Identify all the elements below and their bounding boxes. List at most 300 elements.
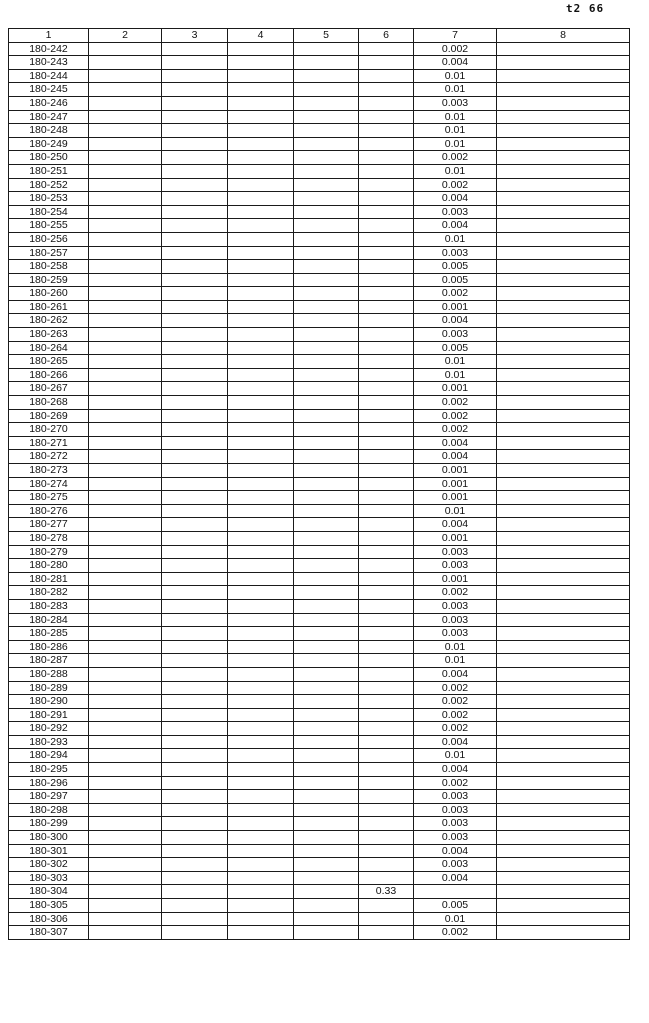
col6-cell <box>359 844 414 858</box>
col6-cell <box>359 382 414 396</box>
empty-cell <box>294 531 359 545</box>
empty-cell <box>162 572 228 586</box>
row-id-cell: 180-257 <box>9 246 89 260</box>
empty-cell <box>294 749 359 763</box>
row-id-cell: 180-301 <box>9 844 89 858</box>
empty-cell <box>228 56 294 70</box>
empty-cell <box>89 640 162 654</box>
empty-cell <box>294 912 359 926</box>
table-row <box>9 205 630 219</box>
col6-cell <box>359 205 414 219</box>
col6-cell <box>359 817 414 831</box>
empty-cell <box>497 56 630 70</box>
row-id-cell: 180-292 <box>9 722 89 736</box>
empty-cell <box>497 681 630 695</box>
col6-cell <box>359 627 414 641</box>
empty-cell <box>294 844 359 858</box>
col7-cell <box>414 885 497 899</box>
empty-cell <box>294 96 359 110</box>
empty-cell <box>162 627 228 641</box>
col6-cell <box>359 260 414 274</box>
col7-cell: 0.003 <box>414 613 497 627</box>
empty-cell <box>228 477 294 491</box>
empty-cell <box>162 110 228 124</box>
col6-cell <box>359 273 414 287</box>
col7-cell: 0.004 <box>414 844 497 858</box>
empty-cell <box>89 368 162 382</box>
empty-cell <box>497 477 630 491</box>
empty-cell <box>497 436 630 450</box>
col7-cell: 0.002 <box>414 681 497 695</box>
table-row <box>9 355 630 369</box>
col7-cell: 0.001 <box>414 477 497 491</box>
col7-cell: 0.003 <box>414 858 497 872</box>
empty-cell <box>162 42 228 56</box>
col7-cell: 0.005 <box>414 341 497 355</box>
empty-cell <box>162 885 228 899</box>
col6-cell <box>359 42 414 56</box>
col6-cell <box>359 110 414 124</box>
col7-cell: 0.005 <box>414 273 497 287</box>
col7-cell: 0.002 <box>414 151 497 165</box>
col7-cell: 0.01 <box>414 69 497 83</box>
row-id-cell: 180-267 <box>9 382 89 396</box>
row-id-cell: 180-265 <box>9 355 89 369</box>
col7-cell: 0.003 <box>414 545 497 559</box>
empty-cell <box>89 124 162 138</box>
table-row <box>9 178 630 192</box>
empty-cell <box>162 124 228 138</box>
col6-cell <box>359 178 414 192</box>
empty-cell <box>497 96 630 110</box>
empty-cell <box>162 287 228 301</box>
empty-cell <box>497 790 630 804</box>
empty-cell <box>294 518 359 532</box>
col7-cell: 0.003 <box>414 817 497 831</box>
col7-cell: 0.005 <box>414 899 497 913</box>
empty-cell <box>162 232 228 246</box>
col7-cell: 0.01 <box>414 124 497 138</box>
table-row <box>9 464 630 478</box>
col6-cell <box>359 545 414 559</box>
empty-cell <box>294 613 359 627</box>
empty-cell <box>294 396 359 410</box>
empty-cell <box>497 763 630 777</box>
col6-cell <box>359 776 414 790</box>
empty-cell <box>228 545 294 559</box>
empty-cell <box>497 396 630 410</box>
empty-cell <box>162 763 228 777</box>
table-row <box>9 300 630 314</box>
empty-cell <box>89 926 162 940</box>
empty-cell <box>89 382 162 396</box>
empty-cell <box>497 735 630 749</box>
col7-cell: 0.01 <box>414 368 497 382</box>
column-header: 3 <box>162 29 228 43</box>
empty-cell <box>294 83 359 97</box>
empty-cell <box>162 328 228 342</box>
empty-cell <box>294 450 359 464</box>
col6-cell <box>359 83 414 97</box>
row-id-cell: 180-305 <box>9 899 89 913</box>
empty-cell <box>228 219 294 233</box>
col6-cell <box>359 69 414 83</box>
table-row <box>9 871 630 885</box>
empty-cell <box>228 137 294 151</box>
table-row <box>9 844 630 858</box>
row-id-cell: 180-250 <box>9 151 89 165</box>
empty-cell <box>162 355 228 369</box>
empty-cell <box>294 504 359 518</box>
col6-cell <box>359 504 414 518</box>
table-row <box>9 96 630 110</box>
empty-cell <box>294 491 359 505</box>
table-row <box>9 314 630 328</box>
column-header: 7 <box>414 29 497 43</box>
table-row <box>9 912 630 926</box>
empty-cell <box>162 790 228 804</box>
empty-cell <box>89 749 162 763</box>
row-id-cell: 180-294 <box>9 749 89 763</box>
empty-cell <box>294 178 359 192</box>
empty-cell <box>228 871 294 885</box>
empty-cell <box>162 368 228 382</box>
row-id-cell: 180-261 <box>9 300 89 314</box>
empty-cell <box>162 69 228 83</box>
row-id-cell: 180-284 <box>9 613 89 627</box>
empty-cell <box>228 749 294 763</box>
col6-cell <box>359 355 414 369</box>
empty-cell <box>162 586 228 600</box>
col6-cell <box>359 96 414 110</box>
table-row <box>9 491 630 505</box>
empty-cell <box>294 599 359 613</box>
col6-cell <box>359 572 414 586</box>
empty-cell <box>294 382 359 396</box>
row-id-cell: 180-243 <box>9 56 89 70</box>
empty-cell <box>228 368 294 382</box>
row-id-cell: 180-290 <box>9 695 89 709</box>
empty-cell <box>162 912 228 926</box>
empty-cell <box>162 56 228 70</box>
empty-cell <box>294 314 359 328</box>
empty-cell <box>497 178 630 192</box>
empty-cell <box>162 192 228 206</box>
table-row <box>9 518 630 532</box>
row-id-cell: 180-291 <box>9 708 89 722</box>
col6-cell <box>359 667 414 681</box>
empty-cell <box>228 531 294 545</box>
empty-cell <box>89 722 162 736</box>
col6-cell <box>359 164 414 178</box>
empty-cell <box>294 232 359 246</box>
row-id-cell: 180-302 <box>9 858 89 872</box>
table-row <box>9 885 630 899</box>
data-table <box>8 28 630 940</box>
empty-cell <box>89 708 162 722</box>
empty-cell <box>294 708 359 722</box>
table-row <box>9 627 630 641</box>
table-row <box>9 219 630 233</box>
row-id-cell: 180-303 <box>9 871 89 885</box>
table-row <box>9 695 630 709</box>
col7-cell: 0.003 <box>414 559 497 573</box>
empty-cell <box>294 246 359 260</box>
table-row <box>9 803 630 817</box>
empty-cell <box>89 613 162 627</box>
empty-cell <box>89 423 162 437</box>
empty-cell <box>228 96 294 110</box>
empty-cell <box>162 219 228 233</box>
empty-cell <box>497 205 630 219</box>
empty-cell <box>228 844 294 858</box>
col7-cell: 0.001 <box>414 382 497 396</box>
row-id-cell: 180-266 <box>9 368 89 382</box>
empty-cell <box>294 69 359 83</box>
table-row <box>9 396 630 410</box>
empty-cell <box>89 246 162 260</box>
col7-cell: 0.004 <box>414 314 497 328</box>
row-id-cell: 180-256 <box>9 232 89 246</box>
empty-cell <box>497 858 630 872</box>
col7-cell: 0.003 <box>414 627 497 641</box>
empty-cell <box>228 599 294 613</box>
col7-cell: 0.003 <box>414 803 497 817</box>
col7-cell: 0.002 <box>414 586 497 600</box>
col7-cell: 0.004 <box>414 450 497 464</box>
empty-cell <box>497 654 630 668</box>
row-id-cell: 180-263 <box>9 328 89 342</box>
col7-cell: 0.004 <box>414 667 497 681</box>
empty-cell <box>162 164 228 178</box>
empty-cell <box>497 409 630 423</box>
empty-cell <box>497 464 630 478</box>
empty-cell <box>294 695 359 709</box>
empty-cell <box>294 137 359 151</box>
empty-cell <box>497 341 630 355</box>
row-id-cell: 180-282 <box>9 586 89 600</box>
empty-cell <box>162 314 228 328</box>
empty-cell <box>497 314 630 328</box>
empty-cell <box>89 137 162 151</box>
empty-cell <box>162 96 228 110</box>
empty-cell <box>228 192 294 206</box>
col6-cell <box>359 912 414 926</box>
empty-cell <box>497 504 630 518</box>
row-id-cell: 180-295 <box>9 763 89 777</box>
col7-cell: 0.003 <box>414 328 497 342</box>
row-id-cell: 180-278 <box>9 531 89 545</box>
empty-cell <box>228 776 294 790</box>
empty-cell <box>162 681 228 695</box>
empty-cell <box>228 831 294 845</box>
empty-cell <box>162 83 228 97</box>
table-row <box>9 735 630 749</box>
col6-cell <box>359 192 414 206</box>
empty-cell <box>162 396 228 410</box>
col6-cell <box>359 518 414 532</box>
empty-cell <box>89 667 162 681</box>
empty-cell <box>294 42 359 56</box>
row-id-cell: 180-274 <box>9 477 89 491</box>
empty-cell <box>89 83 162 97</box>
col6-cell <box>359 831 414 845</box>
empty-cell <box>89 205 162 219</box>
empty-cell <box>294 735 359 749</box>
col6-cell <box>359 137 414 151</box>
col6-cell <box>359 586 414 600</box>
col7-cell: 0.002 <box>414 409 497 423</box>
col7-cell: 0.01 <box>414 749 497 763</box>
empty-cell <box>89 341 162 355</box>
empty-cell <box>162 858 228 872</box>
row-id-cell: 180-252 <box>9 178 89 192</box>
empty-cell <box>89 56 162 70</box>
empty-cell <box>228 287 294 301</box>
col6-cell <box>359 599 414 613</box>
col7-cell: 0.004 <box>414 871 497 885</box>
empty-cell <box>162 477 228 491</box>
empty-cell <box>294 409 359 423</box>
col7-cell: 0.002 <box>414 42 497 56</box>
col7-cell: 0.003 <box>414 790 497 804</box>
empty-cell <box>497 137 630 151</box>
row-id-cell: 180-281 <box>9 572 89 586</box>
row-id-cell: 180-306 <box>9 912 89 926</box>
empty-cell <box>89 464 162 478</box>
col7-cell: 0.01 <box>414 164 497 178</box>
col6-cell <box>359 232 414 246</box>
empty-cell <box>228 926 294 940</box>
row-id-cell: 180-287 <box>9 654 89 668</box>
col7-cell: 0.001 <box>414 464 497 478</box>
col7-cell: 0.002 <box>414 396 497 410</box>
empty-cell <box>228 260 294 274</box>
empty-cell <box>294 368 359 382</box>
table-row <box>9 831 630 845</box>
column-header: 8 <box>497 29 630 43</box>
col6-cell <box>359 368 414 382</box>
col6-cell <box>359 871 414 885</box>
col6-cell <box>359 681 414 695</box>
empty-cell <box>294 436 359 450</box>
col6-cell <box>359 328 414 342</box>
column-header: 4 <box>228 29 294 43</box>
empty-cell <box>228 858 294 872</box>
empty-cell <box>497 640 630 654</box>
table-row <box>9 722 630 736</box>
col6-cell <box>359 314 414 328</box>
empty-cell <box>89 627 162 641</box>
empty-cell <box>162 341 228 355</box>
empty-cell <box>89 328 162 342</box>
empty-cell <box>294 423 359 437</box>
empty-cell <box>162 450 228 464</box>
empty-cell <box>497 885 630 899</box>
empty-cell <box>497 83 630 97</box>
col6-cell <box>359 409 414 423</box>
empty-cell <box>162 205 228 219</box>
empty-cell <box>228 273 294 287</box>
col7-cell: 0.004 <box>414 192 497 206</box>
empty-cell <box>228 83 294 97</box>
empty-cell <box>497 355 630 369</box>
empty-cell <box>228 613 294 627</box>
empty-cell <box>89 763 162 777</box>
empty-cell <box>228 722 294 736</box>
col6-cell <box>359 423 414 437</box>
empty-cell <box>497 912 630 926</box>
col7-cell: 0.001 <box>414 572 497 586</box>
empty-cell <box>294 341 359 355</box>
empty-cell <box>162 667 228 681</box>
empty-cell <box>497 219 630 233</box>
empty-cell <box>162 137 228 151</box>
empty-cell <box>89 885 162 899</box>
col7-cell: 0.004 <box>414 763 497 777</box>
empty-cell <box>89 599 162 613</box>
empty-cell <box>228 667 294 681</box>
col6-cell: 0.33 <box>359 885 414 899</box>
table-row <box>9 531 630 545</box>
empty-cell <box>497 423 630 437</box>
empty-cell <box>162 926 228 940</box>
empty-cell <box>228 627 294 641</box>
col6-cell <box>359 151 414 165</box>
table-row <box>9 817 630 831</box>
col7-cell: 0.004 <box>414 518 497 532</box>
empty-cell <box>162 531 228 545</box>
empty-cell <box>89 858 162 872</box>
page-reference: t2 66 <box>566 2 605 15</box>
row-id-cell: 180-298 <box>9 803 89 817</box>
empty-cell <box>89 681 162 695</box>
empty-cell <box>294 192 359 206</box>
table-row <box>9 477 630 491</box>
empty-cell <box>162 178 228 192</box>
empty-cell <box>89 735 162 749</box>
table-row <box>9 545 630 559</box>
empty-cell <box>89 545 162 559</box>
empty-cell <box>497 926 630 940</box>
empty-cell <box>497 817 630 831</box>
empty-cell <box>294 164 359 178</box>
empty-cell <box>294 464 359 478</box>
empty-cell <box>89 164 162 178</box>
empty-cell <box>294 355 359 369</box>
col7-cell: 0.002 <box>414 423 497 437</box>
col6-cell <box>359 559 414 573</box>
empty-cell <box>228 654 294 668</box>
table-row <box>9 667 630 681</box>
empty-cell <box>228 42 294 56</box>
table-row <box>9 83 630 97</box>
row-id-cell: 180-299 <box>9 817 89 831</box>
col7-cell: 0.002 <box>414 287 497 301</box>
column-header: 2 <box>89 29 162 43</box>
col7-cell: 0.002 <box>414 776 497 790</box>
empty-cell <box>228 69 294 83</box>
empty-cell <box>497 722 630 736</box>
col7-cell: 0.002 <box>414 722 497 736</box>
empty-cell <box>89 450 162 464</box>
row-id-cell: 180-289 <box>9 681 89 695</box>
empty-cell <box>228 803 294 817</box>
col6-cell <box>359 464 414 478</box>
empty-cell <box>162 640 228 654</box>
empty-cell <box>228 246 294 260</box>
table-row <box>9 681 630 695</box>
